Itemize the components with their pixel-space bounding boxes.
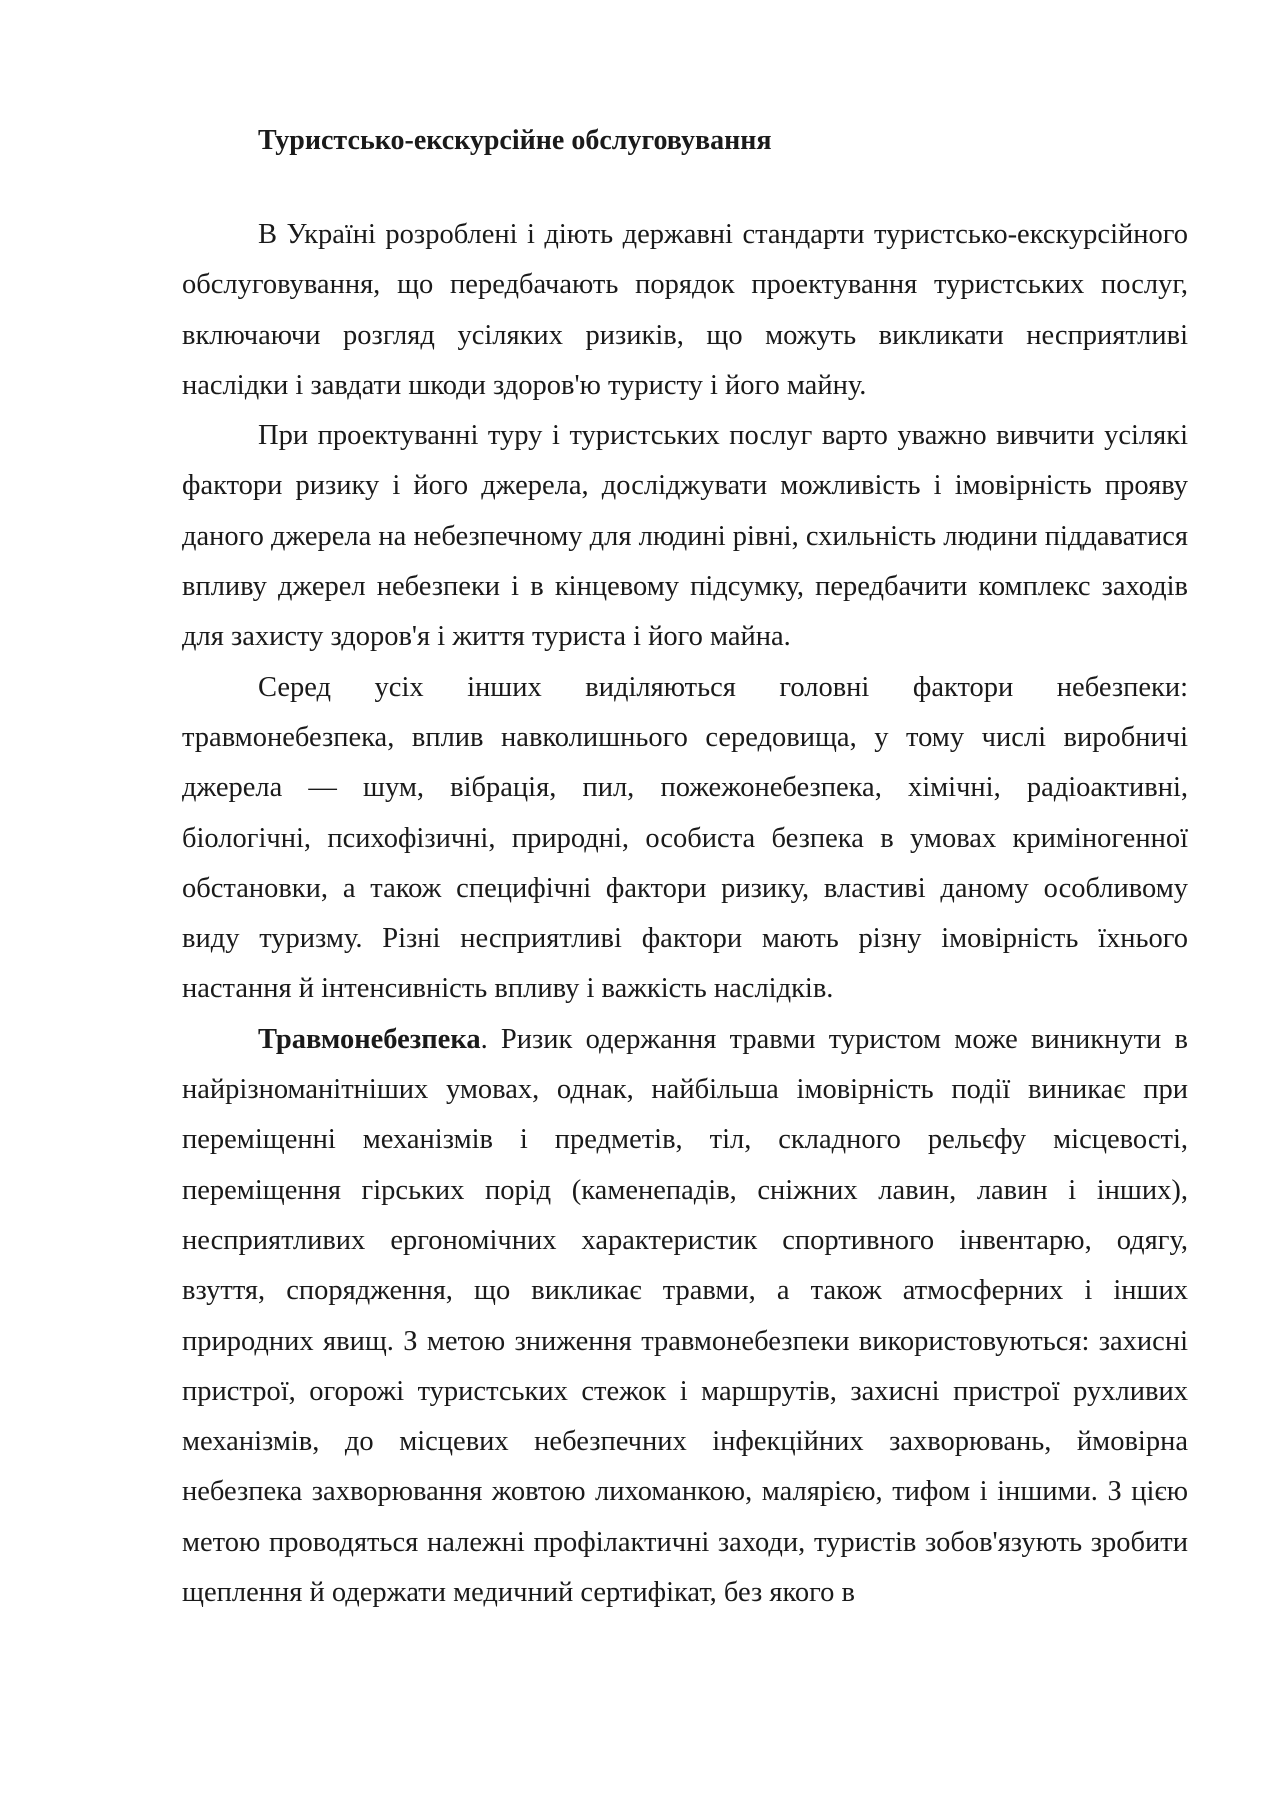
- paragraph-trauma-hazard: [182, 1015, 1188, 1619]
- paragraph-standards: [182, 210, 1188, 411]
- paragraph-tour-design: [182, 411, 1188, 662]
- paragraph-text: Серед усіх інших виділяються головні фактори небезпеки: травмонебезпека, вплив навколишнього середовища, у тому числі виробничі джерела — шум, вібрація, пил, пожежонебезпека, хімічні, радіоактивні, біологічні, психофізичні, природні, особиста безпека в умовах криміногенної обстановки, а також специфічні фактори ризику, властиві даному особливому виду туризму. Різні несприятливі фактори мають різну імовірність їхнього настання й інтенсивність впливу і важкість наслідків.: [182, 671, 1188, 1005]
- paragraph-text: . Ризик одержання травми туристом може виникнути в найрізноманітніших умовах, однак, найбільша імовірність події виникає при переміщенні механізмів і предметів, тіл, складного рельєфу місцевості, переміщення гірських порід (каменепадів, сніжних лавин, лавин і інших), несприятливих ергономічних характеристик спортивного інвентарю, одягу, взуття, спорядження, що викликає травми, а також атмосферних і інших природних явищ. З метою зниження травмонебезпеки використовуються: захисні пристрої, огорожі туристських стежок і маршрутів, захисні пристрої рухливих механізмів, до місцевих небезпечних інфекційних захворювань, ймовірна небезпека захворювання жовтою лихоманкою, малярією, тифом і іншими. З цією метою проводяться належні профілактичні заходи, туристів зобов'язують зробити щеплення й одержати медичний сертифікат, без якого в: [182, 1023, 1188, 1609]
- paragraph-text: При проектуванні туру і туристських послуг варто уважно вивчити усілякі фактори ризику і його джерела, досліджувати можливість і імовірність прояву даного джерела на небезпечному для людині рівні, схильність людини піддаватися впливу джерел небезпеки і в кінцевому підсумку, передбачити комплекс заходів для захисту здоров'я і життя туриста і його майна.: [182, 420, 1188, 653]
- document-title: Туристсько-екскурсійне обслуговування: [258, 125, 772, 156]
- document-body: [182, 116, 1188, 1618]
- trauma-hazard-term: Травмонебезпека: [258, 1023, 481, 1055]
- paragraph-text: В Україні розроблені і діють державні стандарти туристсько-екскурсійного обслуговування, що передбачають порядок проектування туристських послуг, включаючи розгляд усіляких ризиків, що можуть викликати несприятливі наслідки і завдати шкоди здоров'ю туристу і його майну.: [182, 219, 1188, 401]
- paragraph-danger-factors: [182, 663, 1188, 1015]
